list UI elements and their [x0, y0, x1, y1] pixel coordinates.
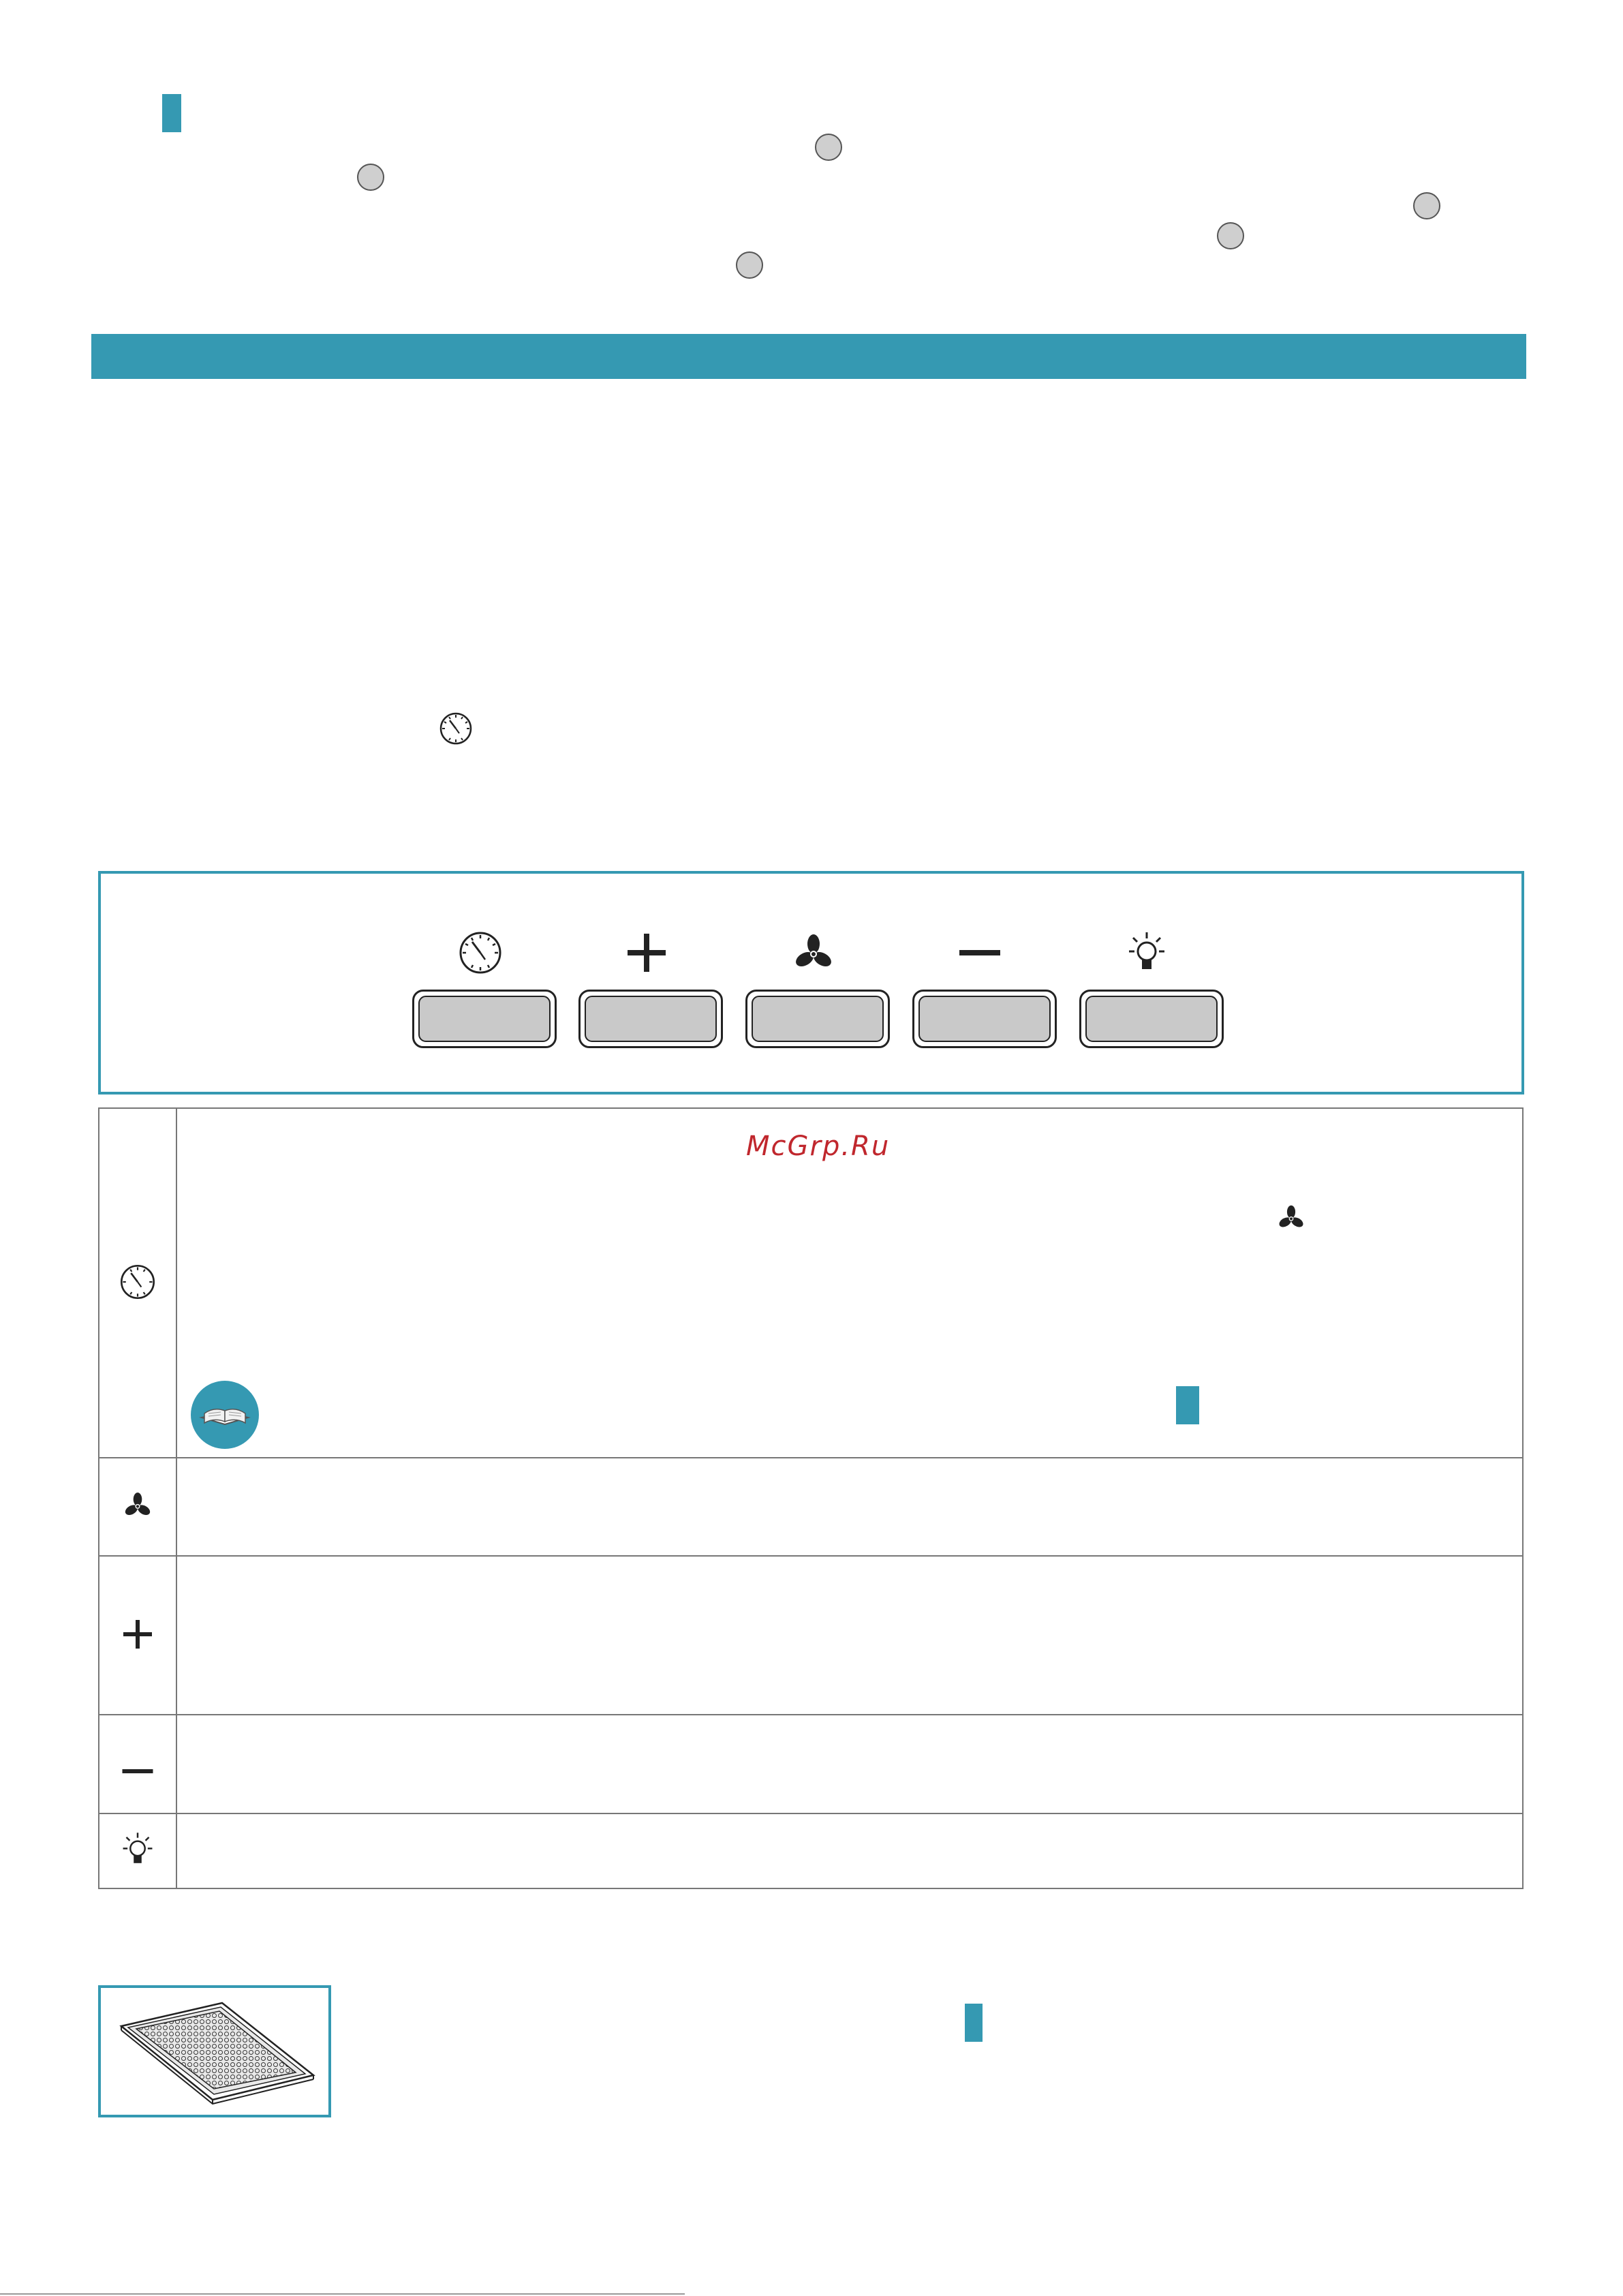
table-row	[99, 1813, 1523, 1888]
light-bulb-icon	[115, 1827, 160, 1872]
watermark: McGrp.Ru	[746, 1131, 891, 1162]
plus-icon	[619, 925, 674, 980]
reference-circle	[1413, 192, 1440, 219]
section-heading-band	[91, 334, 1526, 379]
grease-filter-illustration	[98, 1985, 331, 2117]
table-text-cell	[176, 1715, 1523, 1813]
table-icon-cell	[99, 1108, 176, 1458]
plus-button[interactable]	[578, 990, 723, 1048]
table-icon-cell	[99, 1556, 176, 1715]
minus-icon	[117, 1751, 158, 1792]
reference-circle	[736, 251, 763, 279]
clock-icon	[453, 925, 508, 980]
plus-icon	[117, 1614, 158, 1655]
table-icon-cell	[99, 1715, 176, 1813]
section-marker	[1176, 1386, 1199, 1424]
table-row	[99, 1556, 1523, 1715]
minus-icon	[953, 925, 1007, 980]
reference-circle	[815, 134, 842, 161]
table-text-cell	[176, 1458, 1523, 1556]
reference-circle	[1217, 222, 1244, 249]
fan-icon	[119, 1486, 157, 1525]
minus-button[interactable]	[912, 990, 1057, 1048]
table-row	[99, 1458, 1523, 1556]
clock-icon	[119, 1263, 157, 1301]
table-icon-cell	[99, 1813, 176, 1888]
fan-icon	[1273, 1199, 1310, 1236]
fan-button[interactable]	[745, 990, 890, 1048]
book-info-icon	[189, 1379, 260, 1450]
table-text-cell	[176, 1556, 1523, 1715]
fan-icon	[786, 925, 841, 980]
function-table	[98, 1107, 1524, 1889]
grease-filter-icon	[101, 1988, 328, 2115]
light-bulb-icon	[1119, 925, 1174, 980]
control-panel-illustration	[98, 871, 1524, 1095]
light-button[interactable]	[1079, 990, 1224, 1048]
table-icon-cell	[99, 1458, 176, 1556]
reference-circle	[357, 164, 384, 191]
timer-button[interactable]	[412, 990, 557, 1048]
footer-divider	[0, 2293, 685, 2295]
clock-icon	[438, 711, 474, 746]
table-text-cell	[176, 1813, 1523, 1888]
section-marker	[162, 94, 181, 132]
section-marker	[965, 2004, 983, 2042]
table-row	[99, 1715, 1523, 1813]
